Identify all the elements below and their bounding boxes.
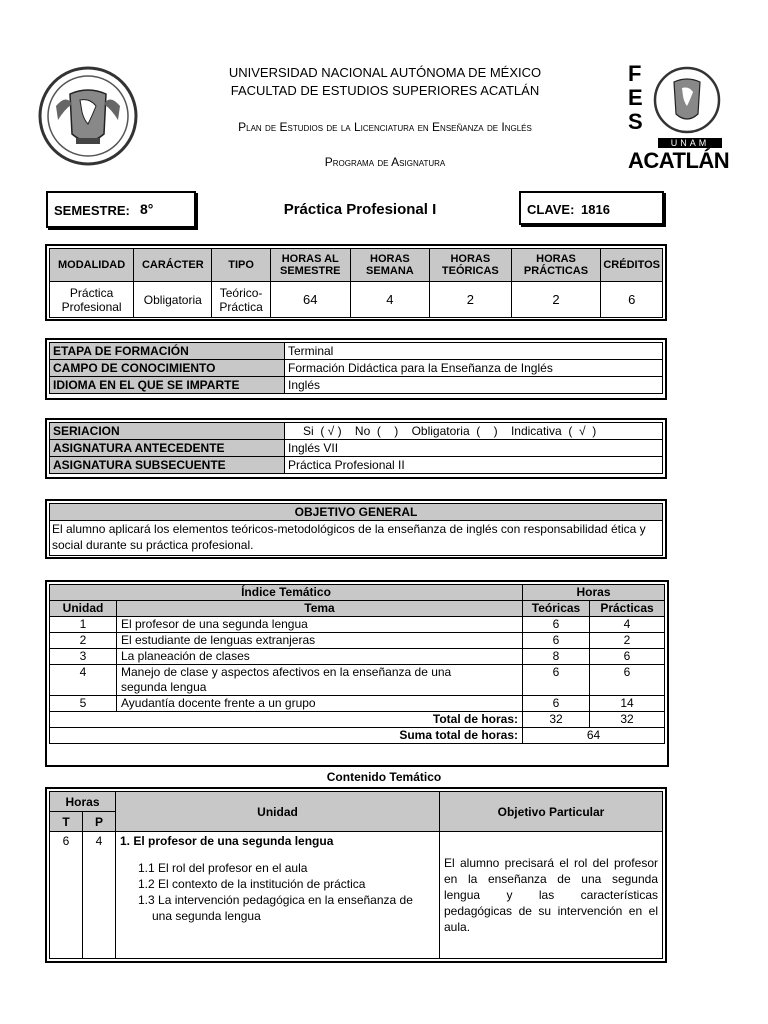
logo-letter-s: S	[628, 109, 643, 134]
header-horas-teoricas: HORAS TEÓRICAS	[430, 249, 512, 282]
faculty-name: FACULTAD DE ESTUDIOS SUPERIORES ACATLÁN	[230, 83, 540, 98]
index-practice: 6	[590, 665, 665, 696]
antecedent-label: ASIGNATURA ANTECEDENTE	[50, 440, 285, 457]
index-title: Índice Temático	[50, 585, 523, 601]
content-table-frame	[45, 787, 667, 963]
index-col-practice: Prácticas	[590, 601, 665, 617]
value-horas-semana: 4	[350, 282, 429, 318]
index-col-topic: Tema	[117, 601, 523, 617]
index-table	[49, 584, 665, 744]
unit1-title: 1. El profesor de una segunda lengua	[120, 834, 334, 848]
list-item: 1.1 El rol del profesor en el aula	[138, 861, 308, 875]
index-topic: El profesor de una segunda lengua	[117, 617, 523, 633]
sum-hours-value: 64	[523, 728, 665, 744]
index-unit: 1	[50, 617, 117, 633]
index-topic: La planeación de clases	[117, 649, 523, 665]
course-title: Práctica Profesional I	[283, 201, 437, 218]
index-unit: 5	[50, 696, 117, 712]
index-theory: 6	[523, 696, 590, 712]
general-table-frame	[45, 244, 667, 321]
value-tipo: Teórico-Práctica	[212, 282, 270, 318]
index-practice: 4	[590, 617, 665, 633]
index-topic: Manejo de clase y aspectos afectivos en la enseñanza de una segunda lengua	[117, 665, 523, 696]
index-theory: 8	[523, 649, 590, 665]
content-title: Contenido Temático	[326, 770, 442, 784]
objective-text: El alumno aplicará los elementos teóricos-metodológicos de la enseñanza de inglés con responsabilidad ética y social durante su práctica profesional.	[49, 521, 663, 556]
formation-campo-label: CAMPO DE CONOCIMIENTO	[50, 360, 285, 377]
index-practice: 14	[590, 696, 665, 712]
plan-title: Plan de Estudios de la Licenciatura en Enseñanza de Inglés	[238, 120, 532, 134]
unit1-objective: El alumno precisará el rol del profesor en la enseñanza de una segunda lengua y las características pedagógicas de su intervención en el aula.	[440, 832, 663, 959]
list-item: 1.2 El contexto de la institución de práctica	[138, 877, 366, 891]
index-hours-title: Horas	[523, 585, 665, 601]
index-theory: 6	[523, 665, 590, 696]
clave-value: 1816	[581, 202, 610, 217]
content-hours-header: Horas	[50, 792, 116, 812]
index-table-frame	[45, 580, 669, 767]
content-col-t: T	[50, 812, 83, 832]
value-creditos: 6	[601, 282, 663, 318]
seriation-label: SERIACION	[50, 423, 285, 440]
index-theory: 6	[523, 633, 590, 649]
clave-box	[519, 191, 664, 225]
objective-frame	[45, 499, 667, 559]
general-table	[49, 248, 663, 318]
value-horas-teoricas: 2	[430, 282, 512, 318]
value-modalidad: Práctica Profesional	[50, 282, 134, 318]
header-tipo: TIPO	[212, 249, 270, 282]
total-hours-label: Total de horas:	[50, 712, 523, 728]
table-row	[50, 832, 663, 959]
formation-etapa-value: Terminal	[285, 343, 663, 360]
formation-etapa-label: ETAPA DE FORMACIÓN	[50, 343, 285, 360]
header-modalidad: MODALIDAD	[50, 249, 134, 282]
index-practice: 6	[590, 649, 665, 665]
value-caracter: Obligatoria	[134, 282, 212, 318]
list-item: 1.3 La intervención pedagógica en la enseñanza de una segunda lengua	[138, 893, 413, 923]
logo-letter-f: F	[628, 61, 642, 86]
formation-campo-value: Formación Didáctica para la Enseñanza de Inglés	[285, 360, 663, 377]
formation-idioma-value: Inglés	[285, 377, 663, 394]
formation-table	[49, 342, 663, 394]
sum-hours-label: Suma total de horas:	[50, 728, 523, 744]
university-name: UNIVERSIDAD NACIONAL AUTÓNOMA DE MÉXICO	[228, 65, 542, 80]
content-table	[49, 791, 663, 959]
logo-letter-e: E	[628, 85, 643, 110]
header-horas-semana: HORAS SEMANA	[350, 249, 429, 282]
index-topic: El estudiante de lenguas extranjeras	[117, 633, 523, 649]
index-unit: 2	[50, 633, 117, 649]
logo-acatlan-name: ACATLÁN	[628, 148, 730, 173]
semester-label: SEMESTRE:	[54, 203, 130, 218]
fes-acatlan-logo	[626, 61, 730, 174]
total-practice: 32	[590, 712, 665, 728]
table-row	[50, 649, 665, 665]
total-theory: 32	[523, 712, 590, 728]
program-title: Programa de Asignatura	[324, 155, 446, 169]
header-caracter: CARÁCTER	[134, 249, 212, 282]
unit1-t: 6	[50, 832, 83, 959]
subsequent-label: ASIGNATURA SUBSECUENTE	[50, 457, 285, 474]
unam-seal-logo	[36, 64, 140, 168]
formation-table-frame	[45, 338, 667, 400]
subsequent-value: Práctica Profesional II	[285, 457, 663, 474]
header-horas-practicas: HORAS PRÁCTICAS	[511, 249, 601, 282]
seriation-table-frame	[45, 418, 667, 479]
antecedent-value: Inglés VII	[285, 440, 663, 457]
clave-label: CLAVE:	[527, 202, 575, 217]
table-row	[50, 633, 665, 649]
index-theory: 6	[523, 617, 590, 633]
index-unit: 4	[50, 665, 117, 696]
header-horas-semestre: HORAS AL SEMESTRE	[270, 249, 350, 282]
index-practice: 2	[590, 633, 665, 649]
logo-unam-band: UNAM	[658, 138, 722, 148]
objective-title: OBJETIVO GENERAL	[49, 503, 663, 521]
unit1-p: 4	[83, 832, 116, 959]
table-row	[50, 665, 665, 696]
table-row	[50, 617, 665, 633]
semester-value: 8°	[140, 201, 154, 217]
content-col-unit: Unidad	[116, 792, 440, 832]
table-row	[50, 696, 665, 712]
value-horas-semestre: 64	[270, 282, 350, 318]
seriation-table	[49, 422, 663, 474]
content-col-p: P	[83, 812, 116, 832]
index-topic: Ayudantía docente frente a un grupo	[117, 696, 523, 712]
content-col-objective: Objetivo Particular	[440, 792, 663, 832]
value-horas-practicas: 2	[511, 282, 601, 318]
seriation-value: Si ( √ ) No ( ) Obligatoria ( ) Indicativa ( √ )	[285, 423, 663, 440]
formation-idioma-label: IDIOMA EN EL QUE SE IMPARTE	[50, 377, 285, 394]
index-unit: 3	[50, 649, 117, 665]
semester-box	[46, 191, 196, 228]
header-creditos: CRÉDITOS	[601, 249, 663, 282]
index-col-unit: Unidad	[50, 601, 117, 617]
unit1-subtopics	[120, 860, 435, 924]
index-col-theory: Teóricas	[523, 601, 590, 617]
